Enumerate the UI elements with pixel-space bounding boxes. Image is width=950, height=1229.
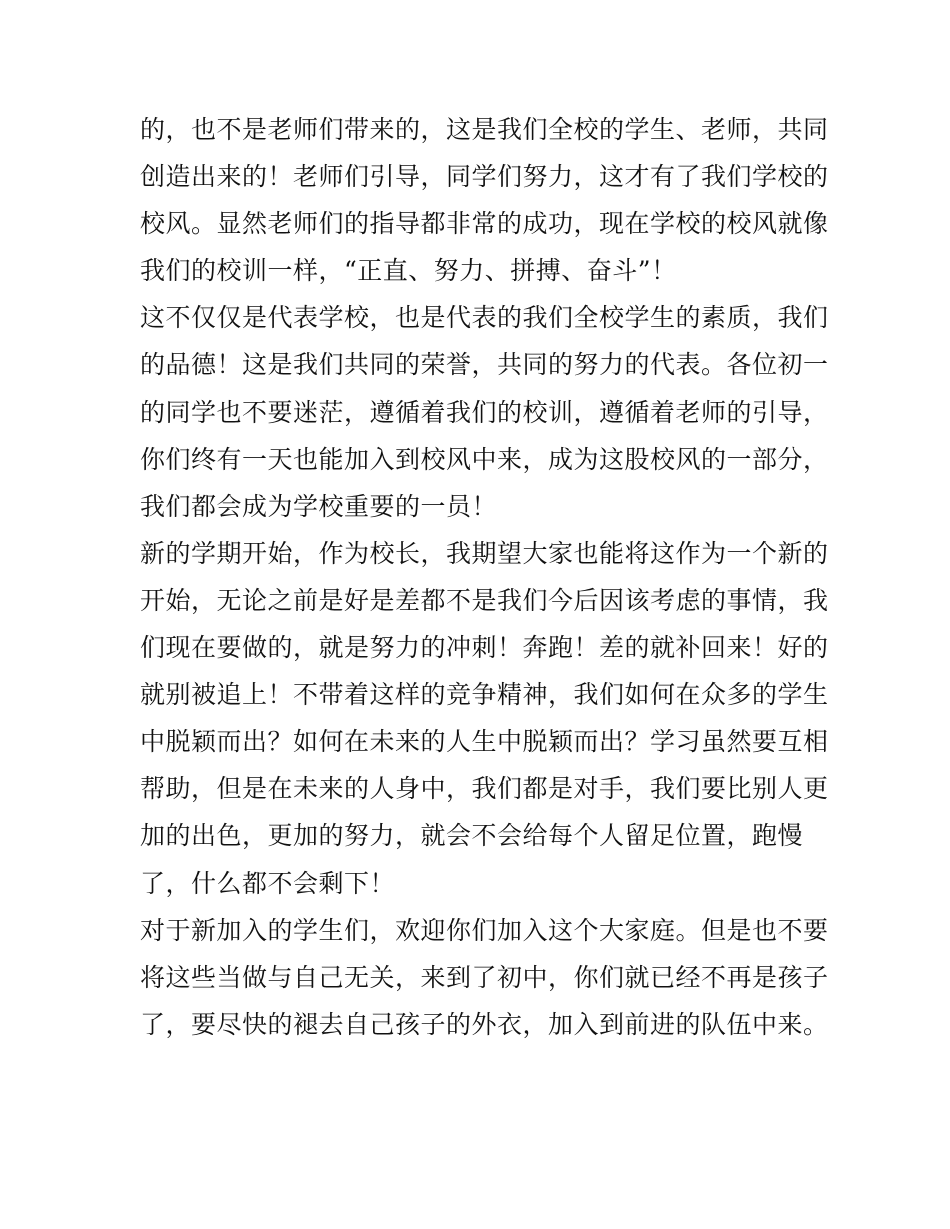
text-line: 我们都会成为学校重要的一员！ bbox=[140, 491, 498, 521]
text-line: 的品德！这是我们共同的荣誉，共同的努力的代表。各位初一 bbox=[140, 350, 829, 380]
text-line: 校风。显然老师们的指导都非常的成功，现在学校的校风就像 bbox=[140, 209, 829, 239]
text-line: 新的学期开始，作为校长，我期望大家也能将这作为一个新的 bbox=[140, 538, 829, 568]
text-line: 这不仅仅是代表学校，也是代表的我们全校学生的素质，我们 bbox=[140, 303, 829, 333]
text-line: 创造出来的！老师们引导，同学们努力，这才有了我们学校的 bbox=[140, 162, 829, 192]
text-line: 就别被追上！不带着这样的竞争精神，我们如何在众多的学生 bbox=[140, 680, 829, 710]
text-line: 对于新加入的学生们，欢迎你们加入这个大家庭。但是也不要 bbox=[140, 915, 829, 945]
text-line: 的，也不是老师们带来的，这是我们全校的学生、老师，共同 bbox=[140, 115, 829, 144]
text-line: 的同学也不要迷茫，遵循着我们的校训，遵循着老师的引导， bbox=[140, 397, 829, 427]
text-line: 帮助，但是在未来的人身中，我们都是对手，我们要比别人更 bbox=[140, 774, 829, 804]
body-text bbox=[140, 106, 829, 1048]
text-line: 我们的校训一样，“正直、努力、拼搏、奋斗”！ bbox=[140, 256, 677, 286]
text-line: 加的出色，更加的努力，就会不会给每个人留足位置，跑慢 bbox=[140, 821, 804, 851]
text-line: 开始，无论之前是好是差都不是我们今后因该考虑的事情，我 bbox=[140, 585, 829, 615]
text-line: 你们终有一天也能加入到校风中来，成为这股校风的一部分， bbox=[140, 444, 829, 474]
text-line: 了，要尽快的褪去自己孩子的外衣，加入到前进的队伍中来。 bbox=[140, 1009, 829, 1039]
text-line: 了，什么都不会剩下！ bbox=[140, 868, 396, 898]
text-line: 们现在要做的，就是努力的冲刺！奔跑！差的就补回来！好的 bbox=[140, 633, 829, 663]
text-line: 将这些当做与自己无关，来到了初中，你们就已经不再是孩子 bbox=[140, 962, 829, 992]
text-line: 中脱颖而出？如何在未来的人生中脱颖而出？学习虽然要互相 bbox=[140, 727, 829, 757]
